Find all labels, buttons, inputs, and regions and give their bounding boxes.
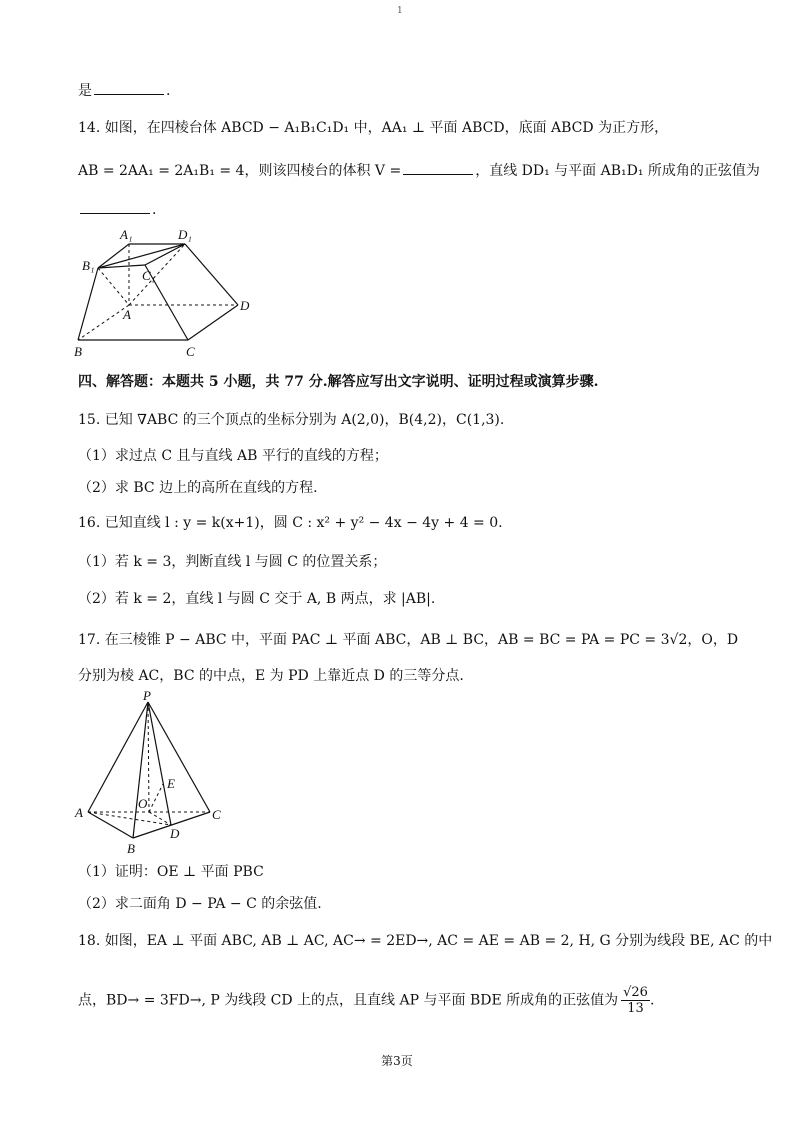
label-A1: A₁	[120, 228, 133, 242]
q15-part1: （1）求过点 C 且与直线 AB 平行的直线的方程；	[78, 448, 388, 464]
q14-line1: 14. 如图，在四棱台体 ABCD − A₁B₁C₁D₁ 中，AA₁ ⊥ 平面 ABCD，底面 ABCD 为正方形，	[78, 120, 669, 136]
sine-fraction	[621, 985, 650, 1016]
label-O: O	[138, 796, 148, 811]
edge-PB	[133, 702, 148, 838]
label-B: B	[74, 344, 82, 359]
label-A: A	[75, 805, 83, 820]
page-mark: 1	[397, 6, 403, 16]
q16-stem: 16. 已知直线 l : y = k(x+1)，圆 C : x² + y² − 4x − 4y + 4 = 0.	[78, 515, 503, 531]
q16-part2: （2）若 k = 2，直线 l 与圆 C 交于 A, B 两点，求 |AB|.	[78, 591, 436, 607]
q17-line2: 分别为棱 AC，BC 的中点，E 为 PD 上靠近点 D 的三等分点.	[78, 668, 464, 684]
edge-AD-hidden	[88, 812, 171, 825]
q13-suffix: .	[166, 83, 171, 99]
q18-line2: 点，BD→ = 3FD→, P 为线段 CD 上的点，且直线 AP 与平面 BDE 所成角的正弦值为 $\frac{√26}{13}$ .	[78, 985, 655, 1016]
answer-blank	[403, 160, 473, 175]
q18-line1: 18. 如图，EA ⊥ 平面 ABC, AB ⊥ AC, AC→ = 2ED→, AC = AE = AB = 2, H, G 分别为线段 BE, AC 的中	[78, 933, 773, 949]
edge-AB	[88, 812, 133, 838]
label-A: A	[123, 307, 131, 322]
edge-B1A1	[98, 244, 129, 268]
edge-AD1-hidden	[129, 244, 185, 305]
q17-line1: 17. 在三棱锥 P − ABC 中，平面 PAC ⊥ 平面 ABC，AB ⊥ BC，AB = BC = PA = PC = 3√2，O，D	[78, 632, 739, 648]
page-number: 第3页	[381, 1054, 413, 1068]
q15-part2: （2）求 BC 边上的高所在直线的方程.	[78, 480, 318, 496]
section-heading: 四、解答题：本题共 5 小题，共 77 分.解答应写出文字说明、证明过程或演算步骤.	[78, 374, 599, 390]
edge-CD	[188, 305, 238, 340]
label-P: P	[143, 688, 151, 703]
q14-line3: .	[78, 199, 156, 220]
q14-sine-text: ，直线 DD₁ 与平面 AB₁D₁ 所成角的正弦值为	[475, 163, 760, 179]
q13-prefix: 是	[78, 83, 92, 99]
q14-line2	[78, 160, 760, 181]
edge-B1B	[78, 268, 98, 340]
edge-OE-hidden	[149, 784, 163, 812]
frustum-figure	[70, 228, 260, 363]
label-E: E	[167, 776, 175, 791]
q17-part1: （1）证明：OE ⊥ 平面 PBC	[78, 864, 264, 880]
label-C1: C₁	[142, 268, 156, 283]
edge-PD	[148, 702, 171, 825]
q14-volume-text: AB = 2AA₁ = 2A₁B₁ = 4，则该四棱台的体积 V =	[78, 163, 402, 179]
label-C: C	[186, 344, 195, 359]
edge-B1D1	[98, 244, 185, 268]
fraction-denominator: 13	[627, 1001, 644, 1016]
q13-tail	[78, 80, 170, 101]
q18-line2-text: 点，BD→ = 3FD→, P 为线段 CD 上的点，且直线 AP 与平面 BDE 所成角的正弦值为	[78, 992, 619, 1009]
answer-blank	[80, 199, 150, 214]
edge-PO-hidden	[148, 702, 149, 812]
label-B1: B₁	[82, 258, 95, 273]
q17-part2: （2）求二面角 D − PA − C 的余弦值.	[78, 896, 322, 912]
label-B: B	[127, 841, 135, 856]
q16-part1: （1）若 k = 3，判断直线 l 与圆 C 的位置关系；	[78, 554, 387, 570]
edge-D1D	[185, 244, 238, 305]
fraction-numerator: √26	[623, 985, 648, 1000]
label-D1: D₁	[178, 228, 192, 242]
edge-B1A-hidden	[98, 268, 129, 305]
label-D: D	[170, 826, 180, 841]
q15-stem: 15. 已知 ∇ABC 的三个顶点的坐标分别为 A(2,0)，B(4,2)，C(1,3).	[78, 412, 505, 428]
edge-C1D1	[145, 244, 185, 265]
label-C: C	[212, 807, 221, 822]
answer-blank	[94, 80, 164, 95]
pyramid-figure	[70, 688, 240, 858]
label-D: D	[240, 298, 250, 313]
